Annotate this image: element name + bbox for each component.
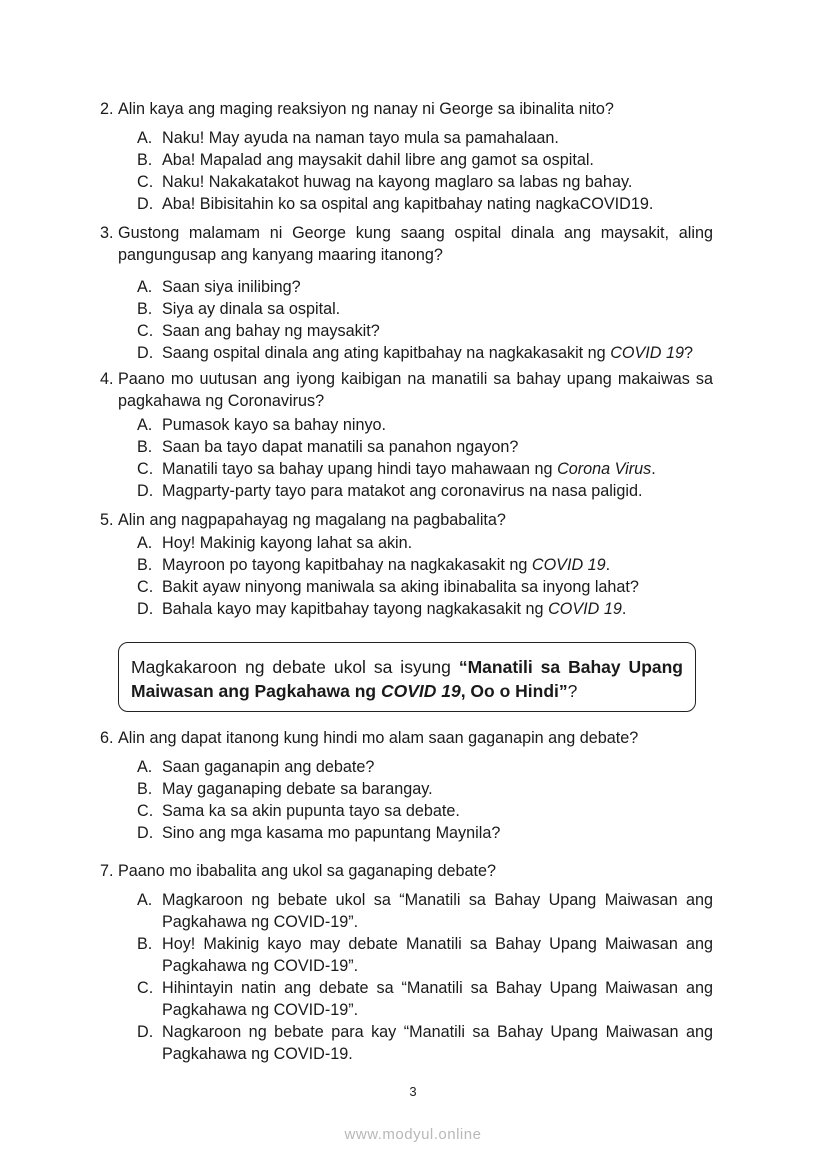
question-stem bbox=[100, 368, 713, 412]
question-4 bbox=[100, 368, 713, 502]
option-a[interactable]: A. Pumasok kayo sa bahay ninyo. bbox=[137, 416, 387, 434]
question-6 bbox=[100, 727, 713, 844]
question-number: 2. bbox=[100, 100, 114, 118]
option-b[interactable]: B. Saan ba tayo dapat manatili sa panahon ngayon? bbox=[137, 438, 519, 456]
question-text: Alin ang nagpapahayag ng magalang na pagbabalita? bbox=[118, 511, 506, 529]
options-list bbox=[100, 414, 713, 502]
question-2 bbox=[100, 98, 713, 215]
question-stem bbox=[100, 222, 713, 266]
option-a[interactable]: A. Saan siya inilibing? bbox=[137, 278, 301, 296]
question-5 bbox=[100, 509, 713, 620]
option-a[interactable]: A. Naku! May ayuda na naman tayo mula sa pamahalaan. bbox=[137, 129, 559, 147]
options-list bbox=[100, 532, 713, 620]
option-a[interactable]: A. Saan gaganapin ang debate? bbox=[137, 758, 375, 776]
question-stem bbox=[100, 727, 713, 749]
option-c[interactable]: C. Naku! Nakakatakot huwag na kayong maglaro sa labas ng bahay. bbox=[137, 173, 633, 191]
option-d[interactable]: D. Sino ang mga kasama mo papuntang Maynila? bbox=[137, 824, 501, 842]
question-text: Paano mo ibabalita ang ukol sa gaganaping debate? bbox=[118, 862, 497, 880]
debate-topic: Manatili sa Bahay Upang Maiwasan ang Pagkahawa ng bbox=[131, 657, 683, 701]
question-3 bbox=[100, 222, 713, 364]
option-c[interactable]: C. Sama ka sa akin pupunta tayo sa debate. bbox=[137, 802, 460, 820]
option-a[interactable]: A. Hoy! Makinig kayong lahat sa akin. bbox=[137, 534, 413, 552]
page-number: 3 bbox=[409, 1084, 417, 1099]
option-d[interactable]: D. Saang ospital dinala ang ating kapitbahay na nagkakasakit ng COVID 19? bbox=[137, 344, 693, 362]
question-text: Alin ang dapat itanong kung hindi mo alam saan gaganapin ang debate? bbox=[118, 729, 639, 747]
option-b[interactable]: B. Hoy! Makinig kayo may debate Manatili sa Bahay Upang Maiwasan ang Pagkahawa ng COVID-19”. bbox=[137, 935, 713, 975]
question-text: Paano mo uutusan ang iyong kaibigan na manatili sa bahay upang makaiwas sa pagkahawa ng Coronavirus? bbox=[118, 370, 713, 410]
options-list bbox=[100, 889, 713, 1065]
option-d[interactable]: D. Aba! Bibisitahin ko sa ospital ang kapitbahay nating nagkaCOVID19. bbox=[137, 195, 654, 213]
option-b[interactable]: B. Mayroon po tayong kapitbahay na nagkakasakit ng COVID 19. bbox=[137, 556, 611, 574]
question-stem bbox=[100, 98, 713, 120]
option-c[interactable]: C. Manatili tayo sa bahay upang hindi tayo mahawaan ng Corona Virus. bbox=[137, 460, 656, 478]
option-b[interactable]: B. May gaganaping debate sa barangay. bbox=[137, 780, 433, 798]
debate-notice-box: Magkakaroon ng debate ukol sa isyung “Manatili sa Bahay Upang Maiwasan ang Pagkahawa ng COVID 19, Oo o Hindi”? bbox=[118, 642, 696, 712]
question-number: 4. bbox=[100, 370, 114, 388]
option-d[interactable]: D. Bahala kayo may kapitbahay tayong nagkakasakit ng COVID 19. bbox=[137, 600, 627, 618]
option-c[interactable]: C. Saan ang bahay ng maysakit? bbox=[137, 322, 380, 340]
question-text: Alin kaya ang maging reaksiyon ng nanay ni George sa ibinalita nito? bbox=[118, 100, 614, 118]
option-c[interactable]: C. Bakit ayaw ninyong maniwala sa aking ibinabalita sa inyong lahat? bbox=[137, 578, 639, 596]
option-b[interactable]: B. Siya ay dinala sa ospital. bbox=[137, 300, 341, 318]
option-c[interactable]: C. Hihintayin natin ang debate sa “Manatili sa Bahay Upang Maiwasan ang Pagkahawa ng COVID-19”. bbox=[137, 979, 713, 1019]
option-b[interactable]: B. Aba! Mapalad ang maysakit dahil libre ang gamot sa ospital. bbox=[137, 151, 594, 169]
question-text: Gustong malamam ni George kung saang ospital dinala ang maysakit, aling pangungusap ang kanyang maaring itanong? bbox=[118, 224, 713, 264]
question-number: 3. bbox=[100, 224, 114, 242]
option-d[interactable]: D. Magparty-party tayo para matakot ang coronavirus na nasa paligid. bbox=[137, 482, 643, 500]
question-number: 7. bbox=[100, 862, 114, 880]
question-stem bbox=[100, 509, 713, 531]
question-stem bbox=[100, 860, 713, 882]
options-list bbox=[100, 756, 713, 844]
question-number: 5. bbox=[100, 511, 114, 529]
question-number: 6. bbox=[100, 729, 114, 747]
options-list bbox=[100, 276, 713, 364]
watermark: www.modyul.online bbox=[344, 1126, 482, 1143]
option-a[interactable]: A. Magkaroon ng bebate ukol sa “Manatili sa Bahay Upang Maiwasan ang Pagkahawa ng COVID-19”. bbox=[137, 891, 713, 931]
question-7 bbox=[100, 860, 713, 1065]
options-list bbox=[100, 127, 713, 215]
option-d[interactable]: D. Nagkaroon ng bebate para kay “Manatili sa Bahay Upang Maiwasan ang Pagkahawa ng COVID-19. bbox=[137, 1023, 713, 1063]
